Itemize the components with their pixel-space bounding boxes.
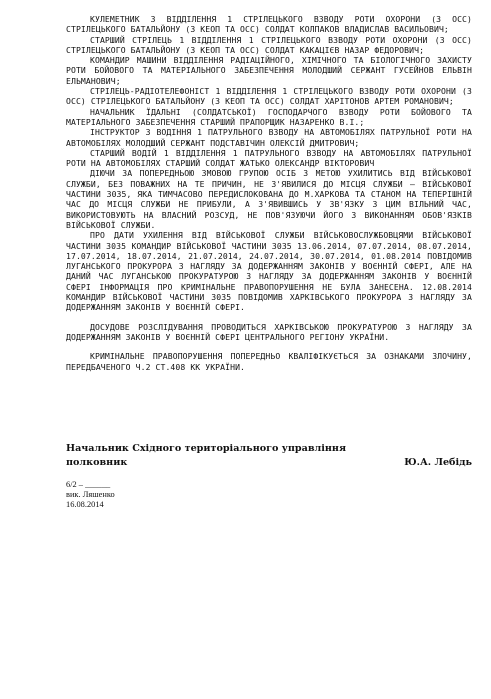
signature-rank: полковник	[66, 457, 128, 468]
executor: вик. Ляшенко	[66, 490, 115, 500]
paragraph-3: КОМАНДИР МАШИНИ ВІДДІЛЕННЯ РАДІАЦІЙНОГО, ХІМІЧНОГО ТА БІОЛОГІЧНОГО ЗАХИСТУ РОТИ БОЙОВОГО ТА МАТЕРІАЛЬНОГО ЗАБЕЗПЕЧЕННЯ МОЛОДШИЙ СЕРЖАНТ ГУСЕЙНОВ ЕЛЬВІН ЕЛЬМАНОВИЧ;	[66, 55, 472, 86]
signature-name: Ю.А. Лебідь	[404, 457, 472, 468]
paragraph-5: НАЧАЛЬНИК ЇДАЛЬНІ (СОЛДАТСЬКОЇ) ГОСПОДАРЧОГО ВЗВОДУ РОТИ БОЙОВОГО ТА МАТЕРІАЛЬНОГО ЗАБЕЗПЕЧЕННЯ СТАРШИЙ ПРАПОРЩИК НАЗАРЕНКО В.І.;	[66, 106, 472, 127]
paragraph-1: КУЛЕМЕТНИК 3 ВІДДІЛЕННЯ 1 СТРІЛЕЦЬКОГО ВЗВОДУ РОТИ ОХОРОНИ (З ОСС) СТРІЛЕЦЬКОГО БАТАЛЬЙОНУ (З КЕОП ТА ОСС) СОЛДАТ КОЛПАКОВ ВЛАДИСЛАВ ВАСИЛЬОВИЧ;	[66, 14, 472, 35]
paragraph-11: КРИМІНАЛЬНЕ ПРАВОПОРУШЕННЯ ПОПЕРЕДНЬО КВАЛІФІКУЄТЬСЯ ЗА ОЗНАКАМИ ЗЛОЧИНУ, ПЕРЕДБАЧЕНОГО Ч.2 СТ.408 КК УКРАЇНИ.	[66, 351, 472, 372]
paragraph-2: СТАРШИЙ СТРІЛЕЦЬ 1 ВІДДІЛЕННЯ 1 СТРІЛЕЦЬКОГО ВЗВОДУ РОТИ ОХОРОНИ (З ОСС) СТРІЛЕЦЬКОГО БАТАЛЬЙОНУ (З КЕОП ТА ОСС) СОЛДАТ КАКАЦІЄВ НАЗАР ФЕДОРОВИЧ;	[66, 34, 472, 55]
document-body	[66, 14, 472, 372]
signature-title: Начальник Східного територіального управління	[66, 443, 347, 454]
signature-block	[66, 442, 472, 470]
paragraph-8: ДІЮЧИ ЗА ПОПЕРЕДНЬОЮ ЗМОВОЮ ГРУПОЮ ОСІБ З МЕТОЮ УХИЛИТИСЬ ВІД ВІЙСЬКОВОЇ СЛУЖБИ, БЕЗ ПОВАЖНИХ НА ТЕ ПРИЧИН, НЕ З'ЯВИЛИСЯ ДО МІСЦЯ СЛУЖБИ – ВІЙСЬКОВОЇ ЧАСТИНИ 3035, ЯКА ТИМЧАСОВО ПЕРЕДИСЛОКОВАНА ДО М.ХАРКОВА ТА СТАНОМ НА ТЕПЕРІШНІЙ ЧАС ДО МІСЦЯ СЛУЖБИ НЕ ПРИБУЛИ, А З'ЯВИВШИСЬ У ЗВ'ЯЗКУ З ЦИМ ВІЛЬНИЙ ЧАС, ВИКОРИСТОВУЮТЬ НА ВЛАСНИЙ РОЗСУД, НЕ ПОВ'ЯЗУЮЧИ ЙОГО З ВИКОНАННЯМ ОБОВ'ЯЗКІВ ВІЙСЬКОВОЇ СЛУЖБИ.	[66, 168, 472, 230]
document-meta	[66, 480, 115, 511]
paragraph-10: ДОСУДОВЕ РОЗСЛІДУВАННЯ ПРОВОДИТЬСЯ ХАРКІВСЬКОЮ ПРОКУРАТУРОЮ З НАГЛЯДУ ЗА ДОДЕРЖАННЯМ ЗАКОНІВ У ВОЄННІЙ СФЕРІ ЦЕНТРАЛЬНОГО РЕГІОНУ УКРАЇНИ.	[66, 321, 472, 342]
reference-number: 6/2 – ______	[66, 480, 111, 489]
paragraph-6: ІНСТРУКТОР З ВОДІННЯ 1 ПАТРУЛЬНОГО ВЗВОДУ НА АВТОМОБІЛЯХ ПАТРУЛЬНОЇ РОТИ НА АВТОМОБІЛЯХ МОЛОДШИЙ СЕРЖАНТ ПОДСТАВІЧИН ОЛЕКСІЙ ДМИТРОВИЧ;	[66, 127, 472, 148]
signature-row	[66, 456, 472, 470]
paragraph-4: СТРІЛЕЦЬ-РАДІОТЕЛЕФОНІСТ 1 ВІДДІЛЕННЯ 1 СТРІЛЕЦЬКОГО ВЗВОДУ РОТИ ОХОРОНИ (З ОСС) СТРІЛЕЦЬКОГО БАТАЛЬЙОНУ (З КЕОП ТА ОСС) СОЛДАТ ХАРІТОНОВ АРТЕМ РОМАНОВИЧ;	[66, 86, 472, 107]
document-date: 16.08.2014	[66, 500, 104, 510]
paragraph-7: СТАРШИЙ ВОДІЙ 1 ВІДДІЛЕННЯ 1 ПАТРУЛЬНОГО ВЗВОДУ НА АВТОМОБІЛЯХ ПАТРУЛЬНОЇ РОТИ НА АВТОМОБІЛЯХ СТАРШИЙ СОЛДАТ ЖАТЬКО ОЛЕКСАНДР ВІКТОРОВИЧ	[66, 147, 472, 169]
paragraph-9: ПРО ДАТИ УХИЛЕННЯ ВІД ВІЙСЬКОВОЇ СЛУЖБИ ВІЙСЬКОВОСЛУЖБОВЦЯМИ ВІЙСЬКОВОЇ ЧАСТИНИ 3035 КОМАНДИР ВІЙСЬКОВОЇ ЧАСТИНИ 3035 13.06.2014, 07.07.2014, 08.07.2014, 17.07.2014, 18.07.2014, 21.07.2014, 24.07.2014, 30.07.2014, 01.08.2014 ПОВІДОМИВ ЛУГАНСЬКОГО ПРОКУРОРА З НАГЛЯДУ ЗА ДОДЕРЖАННЯМ ЗАКОНІВ У ВОЄННІЙ СФЕРІ, АЛЕ НА ДАНИЙ ЧАС ЛУГАНСЬКОЮ ПРОКУРАТУРОЮ З НАГЛЯДУ ЗА ДОДЕРЖАННЯМ ЗАКОНІВ У ВОЄННІЙ СФЕРІ ІНФОРМАЦІЯ ПРО КРИМІНАЛЬНЕ ПРАВОПОРУШЕННЯ НЕ БУЛА ЗАНЕСЕНА. 12.08.2014 КОМАНДИР ВІЙСЬКОВОЇ ЧАСТИНИ 3035 ПОВІДОМИВ ХАРКІВСЬКОГО ПРОКУРОРА З НАГЛЯДУ ЗА ДОДЕРЖАННЯМ ЗАКОНІВ У ВОЄННІЙ СФЕРІ.	[66, 230, 472, 313]
